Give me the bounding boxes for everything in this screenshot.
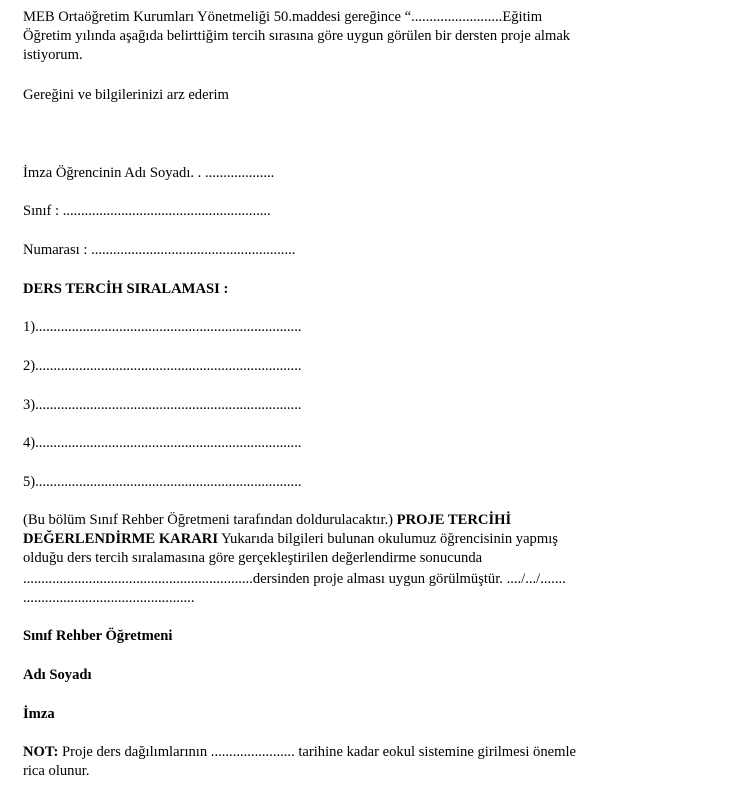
note-label: NOT: [23, 744, 59, 760]
teacher-title: Sınıf Rehber Öğretmeni [23, 628, 173, 644]
preference-item-2: 2)......................................................................... [23, 358, 302, 374]
decision-line-5: ............................................... [23, 590, 195, 606]
note-line-1 [23, 743, 576, 762]
decision-line-4: ...............................................................dersinden proje alması uygun görülmüştür. ..../.../....... [23, 571, 566, 587]
student-number-field: Numarası : ........................................................ [23, 242, 296, 258]
closing-text: Gereğini ve bilgilerinizi arz ederim [23, 87, 229, 103]
decision-text-2: Yukarıda bilgileri bulunan okulumuz öğrencisinin yapmış [218, 531, 558, 547]
preference-heading: DERS TERCİH SIRALAMASI : [23, 281, 229, 297]
intro-line-3: istiyorum. [23, 47, 83, 63]
student-class-field: Sınıf : ......................................................... [23, 203, 271, 219]
student-name-field: İmza Öğrencinin Adı Soyadı. . ................... [23, 165, 275, 181]
note-text-1: Proje ders dağılımlarının ....................... tarihine kadar eokul sistemine girilmesi önemle [58, 744, 576, 760]
note-line-2: rica olunur. [23, 763, 90, 779]
decision-line-3: olduğu ders tercih sıralamasına göre gerçekleştirilen değerlendirme sonucunda [23, 550, 483, 566]
teacher-name-label: Adı Soyadı [23, 667, 92, 683]
teacher-signature-label: İmza [23, 706, 55, 722]
preference-item-4: 4)......................................................................... [23, 435, 302, 451]
decision-line-2 [23, 530, 558, 549]
intro-line-1: MEB Ortaöğretim Kurumları Yönetmeliği 50.maddesi gereğince “.........................Eğitim [23, 9, 543, 25]
preference-item-5: 5)......................................................................... [23, 474, 302, 490]
decision-line-1 [23, 511, 511, 530]
decision-title-part-2: DEĞERLENDİRME KARARI [23, 531, 219, 547]
preference-item-3: 3)......................................................................... [23, 397, 302, 413]
decision-title-part-1: PROJE TERCİHİ [396, 512, 512, 528]
preference-item-1: 1)......................................................................... [23, 319, 302, 335]
intro-line-2: Öğretim yılında aşağıda belirttiğim tercih sırasına göre uygun görülen bir dersten proje almak [23, 28, 571, 44]
decision-note: (Bu bölüm Sınıf Rehber Öğretmeni tarafından doldurulacaktır.) [23, 512, 397, 528]
